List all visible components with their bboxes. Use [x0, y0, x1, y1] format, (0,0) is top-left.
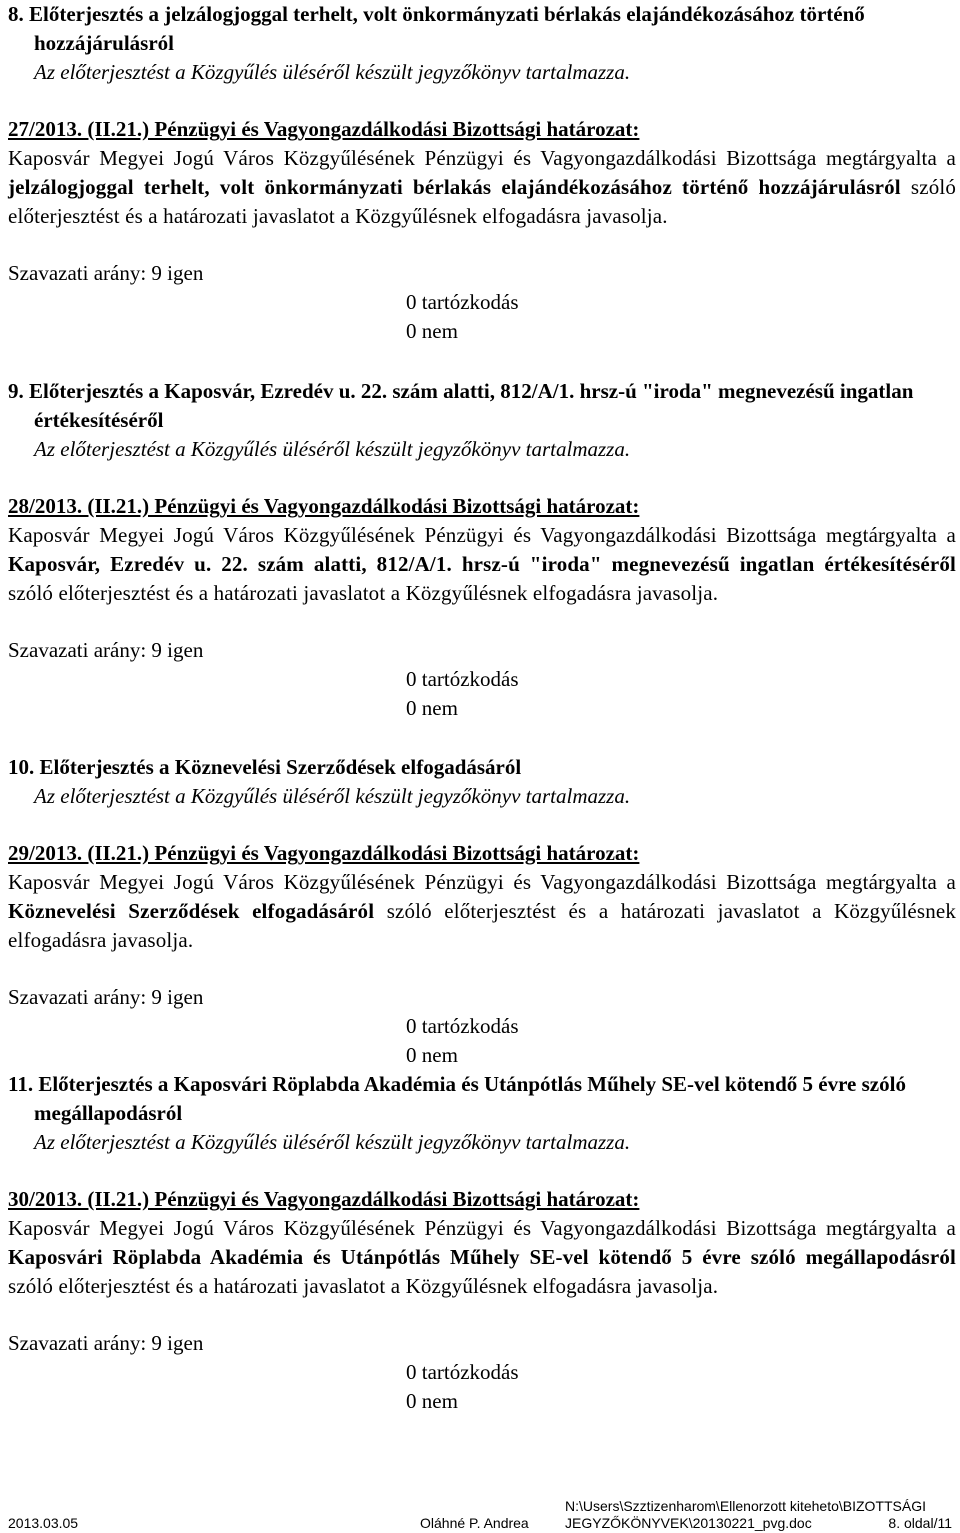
vote-ratio: Szavazati arány: 9 igen: [8, 985, 204, 1009]
resolution-text: Kaposvár Megyei Jogú Város Közgyűlésének Pénzügyi és Vagyongazdálkodási Bizottsága megtárgyalta a jelzálogjoggal terhelt, volt önkormányzati bérlakás elajándékozásához történő hozzájárulásról szóló előterjesztést és a határozati javaslatot a Közgyűlésnek elfogadásra javasolja.: [8, 146, 956, 228]
agenda-item-11: [0, 1070, 960, 1416]
footer-file-path: N:\Users\Szztizenharom\Ellenorzott kiteheto\BIZOTTSÁGI JEGYZŐKÖNYVEK\20130221_pvg.doc: [565, 1498, 927, 1531]
agenda-item-title: 10. Előterjesztés a Köznevelési Szerződések elfogadásáról: [8, 755, 522, 779]
minutes-note: Az előterjesztést a Közgyűlés üléséről készült jegyzőkönyv tartalmazza.: [34, 784, 631, 808]
vote-ratio: Szavazati arány: 9 igen: [8, 1331, 204, 1355]
agenda-item-10: [0, 753, 960, 1070]
resolution-title: 27/2013. (II.21.) Pénzügyi és Vagyongazdálkodási Bizottsági határozat:: [8, 117, 640, 141]
resolution-text: Kaposvár Megyei Jogú Város Közgyűlésének Pénzügyi és Vagyongazdálkodási Bizottsága megtárgyalta a Kaposvár, Ezredév u. 22. szám alatti, 812/A/1. hrsz-ú "iroda" megnevezésű ingatlan értékesítéséről szóló előterjesztést és a határozati javaslatot a Közgyűlésnek elfogadásra javasolja.: [8, 523, 956, 605]
vote-no: 0 nem: [406, 696, 458, 720]
minutes-note: Az előterjesztést a Közgyűlés üléséről készült jegyzőkönyv tartalmazza.: [34, 437, 631, 461]
resolution-subject: jelzálogjoggal terhelt, volt önkormányzati bérlakás elajándékozásához történő hozzájárulásról: [8, 175, 901, 199]
resolution-text: Kaposvár Megyei Jogú Város Közgyűlésének Pénzügyi és Vagyongazdálkodási Bizottsága megtárgyalta a Köznevelési Szerződések elfogadásáról szóló előterjesztést és a határozati javaslatot a Közgyűlésnek elfogadásra javasolja.: [8, 870, 956, 952]
vote-no: 0 nem: [406, 1389, 458, 1413]
resolution-subject: Kaposvári Röplabda Akadémia és Utánpótlás Műhely SE-vel kötendő 5 évre szóló megállapodásról: [8, 1245, 956, 1269]
vote-ratio: Szavazati arány: 9 igen: [8, 261, 204, 285]
vote-no: 0 nem: [406, 1043, 458, 1067]
resolution-subject: Kaposvár, Ezredév u. 22. szám alatti, 812/A/1. hrsz-ú "iroda" megnevezésű ingatlan értékesítéséről: [8, 552, 956, 576]
agenda-item-9: [0, 377, 960, 723]
vote-ratio: Szavazati arány: 9 igen: [8, 638, 204, 662]
resolution-title: 30/2013. (II.21.) Pénzügyi és Vagyongazdálkodási Bizottsági határozat:: [8, 1187, 640, 1211]
vote-abstain: 0 tartózkodás: [406, 1014, 519, 1038]
minutes-note: Az előterjesztést a Közgyűlés üléséről készült jegyzőkönyv tartalmazza.: [34, 1130, 631, 1154]
footer-date: 2013.03.05: [8, 1515, 79, 1531]
vote-abstain: 0 tartózkodás: [406, 1360, 519, 1384]
resolution-text: Kaposvár Megyei Jogú Város Közgyűlésének Pénzügyi és Vagyongazdálkodási Bizottsága megtárgyalta a Kaposvári Röplabda Akadémia és Utánpótlás Műhely SE-vel kötendő 5 évre szóló megállapodásról szóló előterjesztést és a határozati javaslatot a Közgyűlésnek elfogadásra javasolja.: [8, 1216, 956, 1298]
vote-abstain: 0 tartózkodás: [406, 290, 519, 314]
agenda-item-title: 8. Előterjesztés a jelzálogjoggal terhelt, volt önkormányzati bérlakás elajándékozásához történő hozzájárulásról: [8, 2, 865, 55]
resolution-title: 28/2013. (II.21.) Pénzügyi és Vagyongazdálkodási Bizottsági határozat:: [8, 494, 640, 518]
minutes-note: Az előterjesztést a Közgyűlés üléséről készült jegyzőkönyv tartalmazza.: [34, 60, 631, 84]
vote-abstain: 0 tartózkodás: [406, 667, 519, 691]
agenda-item-8: [0, 0, 960, 346]
agenda-item-title: 9. Előterjesztés a Kaposvár, Ezredév u. 22. szám alatti, 812/A/1. hrsz-ú "iroda" megnevezésű ingatlan értékesítéséről: [8, 379, 914, 432]
agenda-item-title: 11. Előterjesztés a Kaposvári Röplabda Akadémia és Utánpótlás Műhely SE-vel kötendő 5 évre szóló megállapodásról: [8, 1072, 906, 1125]
resolution-subject: Köznevelési Szerződések elfogadásáról: [8, 899, 375, 923]
vote-no: 0 nem: [406, 319, 458, 343]
resolution-title: 29/2013. (II.21.) Pénzügyi és Vagyongazdálkodási Bizottsági határozat:: [8, 841, 640, 865]
footer-author: Oláhné P. Andrea: [420, 1515, 529, 1531]
footer-page-number: 8. oldal/11: [888, 1515, 952, 1531]
